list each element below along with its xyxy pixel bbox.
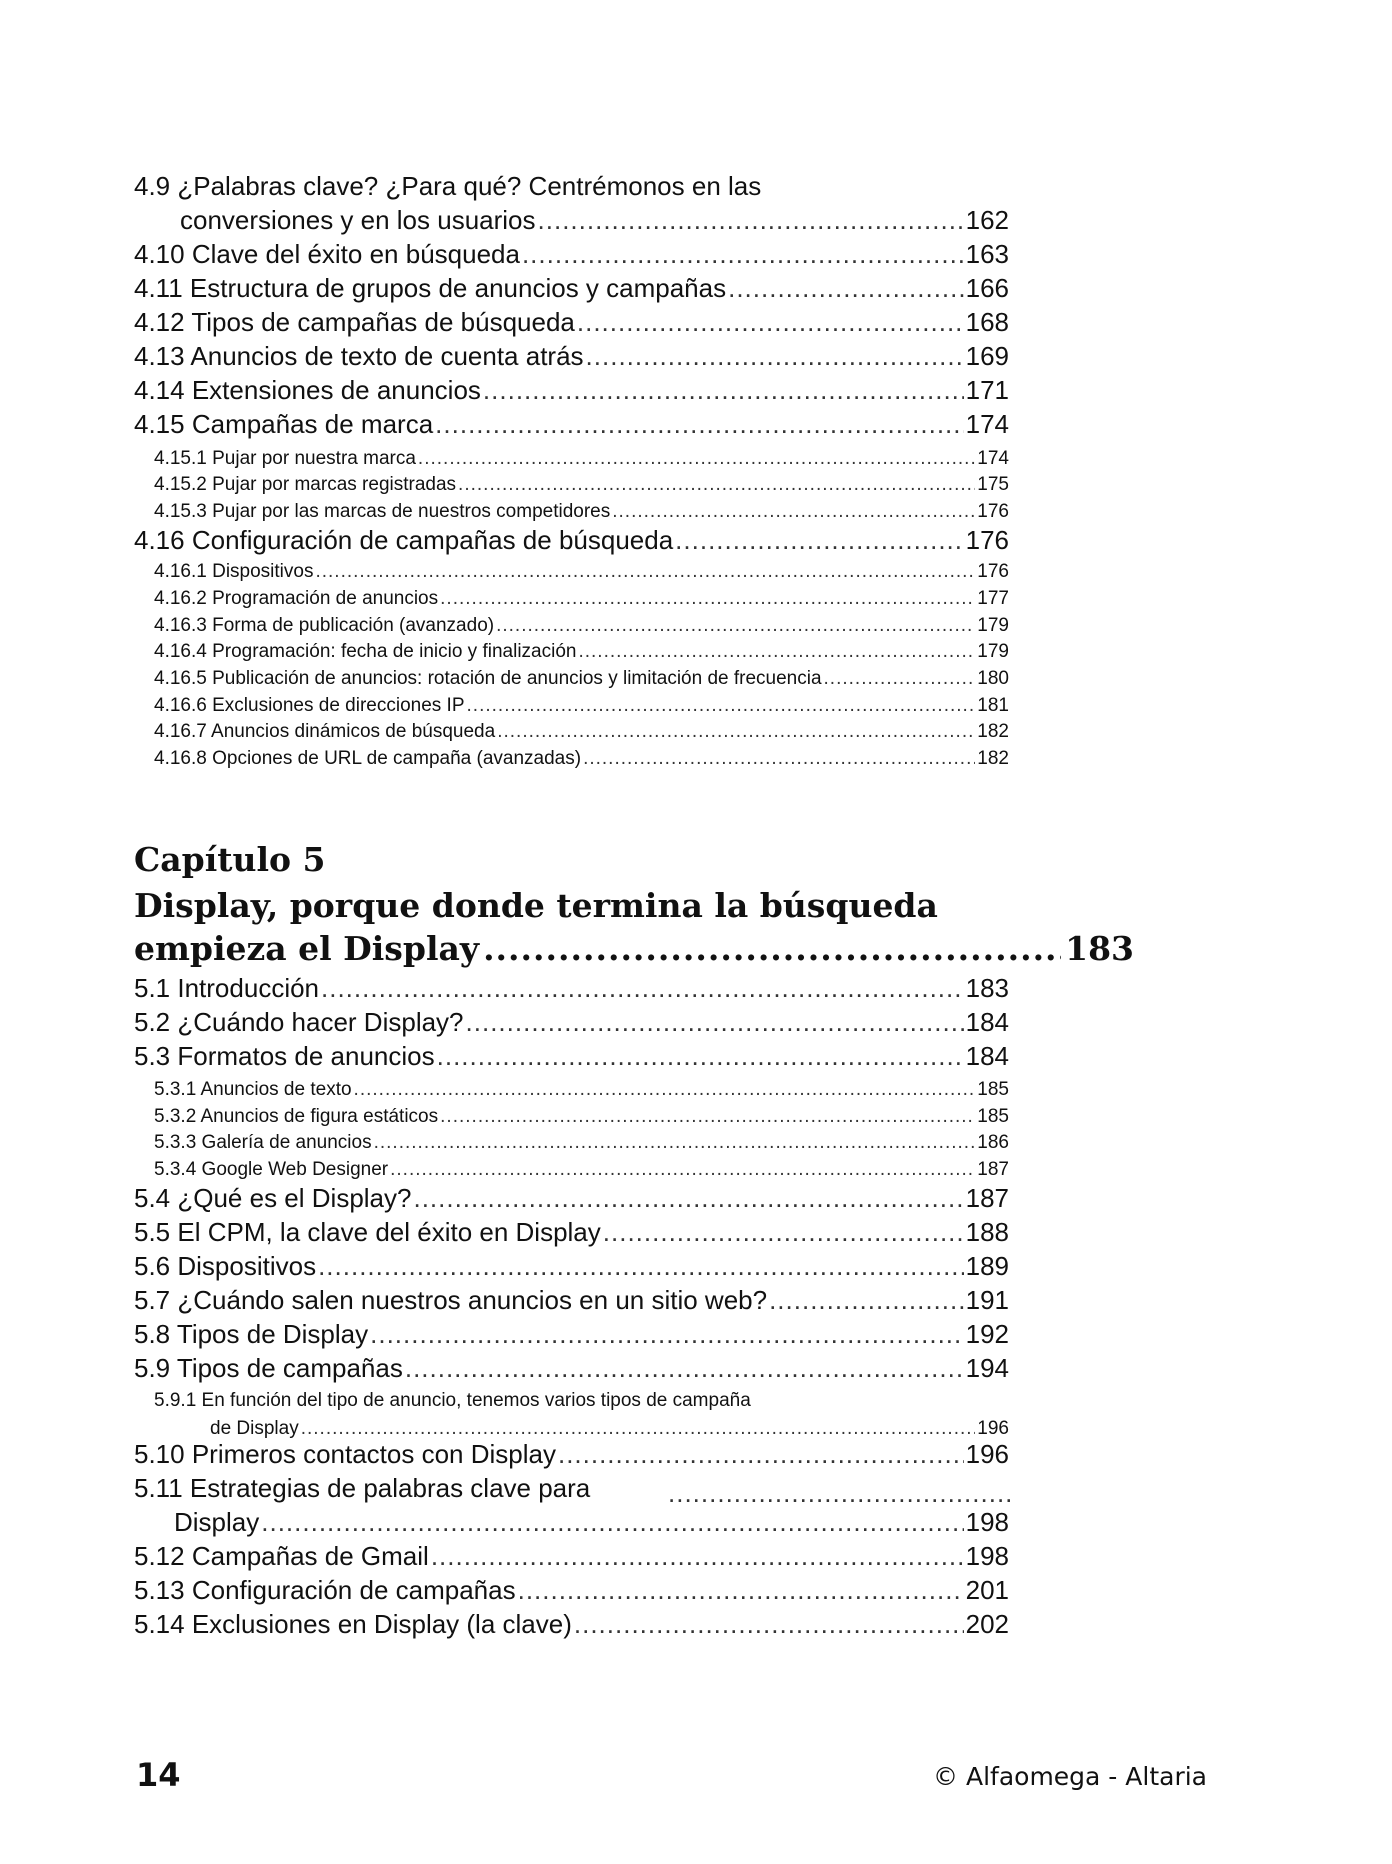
toc-entry-page: 191	[965, 1285, 1009, 1315]
toc-entry	[134, 406, 1009, 440]
toc-entry-text: 5.3.1 Anuncios de texto	[154, 1079, 352, 1100]
toc-entry	[134, 1316, 1009, 1350]
toc-entry	[134, 304, 1009, 338]
toc-entry-text: 4.15.1 Pujar por nuestra marca	[154, 448, 416, 469]
toc-entry-page: 196	[977, 1418, 1009, 1439]
toc-entry-page: 194	[965, 1353, 1009, 1383]
toc-entry-text: 4.16.2 Programación de anuncios	[154, 588, 439, 609]
toc-entry-text: 4.15.2 Pujar por marcas registradas	[154, 474, 457, 495]
toc-subentry	[154, 444, 1009, 470]
toc-entry	[134, 1248, 1009, 1282]
toc-entry-text: 5.7 ¿Cuándo salen nuestros anuncios en un sitio web?	[134, 1285, 768, 1315]
toc-entry	[134, 372, 1009, 406]
toc-entry-page: 187	[965, 1183, 1009, 1213]
toc-entry	[134, 1180, 1009, 1214]
toc-entry-page: 180	[977, 668, 1009, 689]
toc-entry	[134, 1436, 1009, 1470]
toc-entry-text: 5.11 Estrategias de palabras clave para	[134, 1473, 591, 1503]
footer-credit: © Alfaomega - Altaria	[933, 1762, 1207, 1791]
toc-entry-page: 192	[965, 1319, 1009, 1349]
toc-entry-page: 181	[977, 695, 1009, 716]
toc-entry-text: 5.12 Campañas de Gmail	[134, 1541, 429, 1571]
toc-entry-page: 179	[977, 641, 1009, 662]
toc-entry-text: 5.9 Tipos de campañas	[134, 1353, 403, 1383]
toc-entry	[134, 236, 1009, 270]
toc-entry-page: 202	[965, 1609, 1009, 1639]
toc-subentry	[154, 637, 1009, 663]
toc-entry-text: 5.14 Exclusiones en Display (la clave)	[134, 1609, 572, 1639]
page-number: 14	[136, 1756, 181, 1794]
toc-entry-page: 171	[965, 375, 1009, 405]
toc-entry-page: 176	[977, 561, 1009, 582]
chapter-title-row	[134, 922, 1134, 968]
toc-subentry	[154, 1386, 1009, 1412]
chapter-page: 183	[1065, 929, 1134, 968]
toc-entry-text: 4.16.5 Publicación de anuncios: rotación de anuncios y limitación de frecuencia	[154, 668, 822, 689]
toc-entry	[134, 1004, 1009, 1038]
toc-entry-page: 175	[977, 474, 1009, 495]
toc-entry-text: 5.2 ¿Cuándo hacer Display?	[134, 1007, 464, 1037]
toc-entry-page: 185	[977, 1106, 1009, 1127]
toc-subentry	[154, 691, 1009, 717]
toc-subentry	[154, 557, 1009, 583]
toc-entry-page: 179	[977, 615, 1009, 636]
toc-entry-page: 201	[965, 1575, 1009, 1605]
toc-subentry	[154, 584, 1009, 610]
toc-entry-text: 4.16 Configuración de campañas de búsqueda	[134, 525, 674, 555]
toc-entry	[134, 970, 1009, 1004]
toc-subentry	[154, 1128, 1009, 1154]
toc-entry	[134, 1538, 1009, 1572]
toc-entry-text: Display	[174, 1507, 260, 1537]
toc-subentry	[154, 497, 1009, 523]
toc-subentry	[154, 1102, 1009, 1128]
toc-entry-page: 187	[977, 1159, 1009, 1180]
toc-entry	[180, 202, 1009, 236]
toc-entry-page: 184	[965, 1041, 1009, 1071]
toc-entry	[134, 168, 1009, 202]
toc-subentry	[154, 470, 1009, 496]
toc-entry-text: conversiones y en los usuarios	[180, 205, 536, 235]
toc-entry-page: 196	[965, 1439, 1009, 1469]
toc-subentry	[154, 664, 1009, 690]
toc-entry-text: 5.3.3 Galería de anuncios	[154, 1132, 372, 1153]
toc-entry-text: 5.1 Introducción	[134, 973, 320, 1003]
toc-entry-text: 4.11 Estructura de grupos de anuncios y campañas	[134, 273, 727, 303]
toc-entry-text: 5.3.2 Anuncios de figura estáticos	[154, 1106, 439, 1127]
toc-entry-text: 4.10 Clave del éxito en búsqueda	[134, 239, 520, 269]
toc-entry	[134, 1350, 1009, 1384]
toc-entry-page: 182	[977, 748, 1009, 769]
toc-entry	[134, 1214, 1009, 1248]
toc-entry-text: 5.6 Dispositivos	[134, 1251, 317, 1281]
toc-entry-page: 182	[977, 721, 1009, 742]
toc-entry-page: 176	[965, 525, 1009, 555]
toc-entry-text: 4.14 Extensiones de anuncios	[134, 375, 481, 405]
toc-entry-page: 168	[965, 307, 1009, 337]
toc-entry-text: 5.4 ¿Qué es el Display?	[134, 1183, 412, 1213]
toc-entry-text: 5.8 Tipos de Display	[134, 1319, 369, 1349]
toc-entry	[134, 270, 1009, 304]
toc-entry-page: 176	[977, 501, 1009, 522]
toc-entry	[174, 1504, 1009, 1538]
toc-entry-page: 188	[965, 1217, 1009, 1247]
toc-entry-page: 189	[965, 1251, 1009, 1281]
toc-entry-text: de Display	[210, 1418, 299, 1439]
toc-entry-page: 174	[965, 409, 1009, 439]
toc-entry-page: 198	[965, 1541, 1009, 1571]
toc-entry-page: 186	[977, 1132, 1009, 1153]
toc-entry-page: 185	[977, 1079, 1009, 1100]
toc-entry-page: 174	[977, 448, 1009, 469]
toc-entry	[134, 338, 1009, 372]
chapter-label: Capítulo 5	[134, 840, 326, 879]
toc-entry	[134, 1038, 1009, 1072]
toc-entry-text: 4.16.3 Forma de publicación (avanzado)	[154, 615, 495, 636]
toc-entry-page: 169	[965, 341, 1009, 371]
toc-entry	[134, 1606, 1009, 1640]
toc-entry-text: 5.3 Formatos de anuncios	[134, 1041, 435, 1071]
toc-entry-text: 4.12 Tipos de campañas de búsqueda	[134, 307, 575, 337]
toc-entry-page: 177	[977, 588, 1009, 609]
toc-subentry	[154, 1075, 1009, 1101]
toc-entry-text: 4.9 ¿Palabras clave? ¿Para qué? Centrémonos en las	[134, 171, 762, 201]
toc-entry-text: 5.5 El CPM, la clave del éxito en Display	[134, 1217, 601, 1247]
toc-entry-page: 162	[965, 205, 1009, 235]
toc-entry	[134, 1572, 1009, 1606]
toc-entry-text: 4.15 Campañas de marca	[134, 409, 434, 439]
toc-entry-text: 4.16.8 Opciones de URL de campaña (avanzadas)	[154, 748, 582, 769]
toc-entry-page: 184	[965, 1007, 1009, 1037]
leader-dots: ..........................................	[668, 1478, 1014, 1508]
toc-entry-text: 4.15.3 Pujar por las marcas de nuestros competidores	[154, 501, 611, 522]
toc-subentry	[154, 717, 1009, 743]
toc-entry-text: 5.13 Configuración de campañas	[134, 1575, 516, 1605]
toc-entry-text: 5.3.4 Google Web Designer	[154, 1159, 389, 1180]
toc-subentry	[154, 1155, 1009, 1181]
toc-entry-text: 4.16.1 Dispositivos	[154, 561, 314, 582]
toc-entry	[134, 1282, 1009, 1316]
chapter-title-line2: empieza el Display	[134, 929, 480, 968]
toc-entry	[134, 522, 1009, 556]
chapter-title-line1: Display, porque donde termina la búsqueda	[134, 886, 938, 925]
toc-subentry	[154, 744, 1009, 770]
toc-entry-page: 163	[965, 239, 1009, 269]
toc-entry-text: 4.16.6 Exclusiones de direcciones IP	[154, 695, 465, 716]
toc-entry-page: 198	[965, 1507, 1009, 1537]
toc-entry-text: 5.9.1 En función del tipo de anuncio, tenemos varios tipos de campaña	[154, 1390, 751, 1411]
toc-entry-text: 4.16.7 Anuncios dinámicos de búsqueda	[154, 721, 496, 742]
toc-entry-text: 4.16.4 Programación: fecha de inicio y finalización	[154, 641, 577, 662]
toc-entry-text: 5.10 Primeros contactos con Display	[134, 1439, 556, 1469]
toc-entry-text: 4.13 Anuncios de texto de cuenta atrás	[134, 341, 584, 371]
toc-entry-page: 183	[965, 973, 1009, 1003]
toc-entry-page: 166	[965, 273, 1009, 303]
toc-subentry	[154, 611, 1009, 637]
